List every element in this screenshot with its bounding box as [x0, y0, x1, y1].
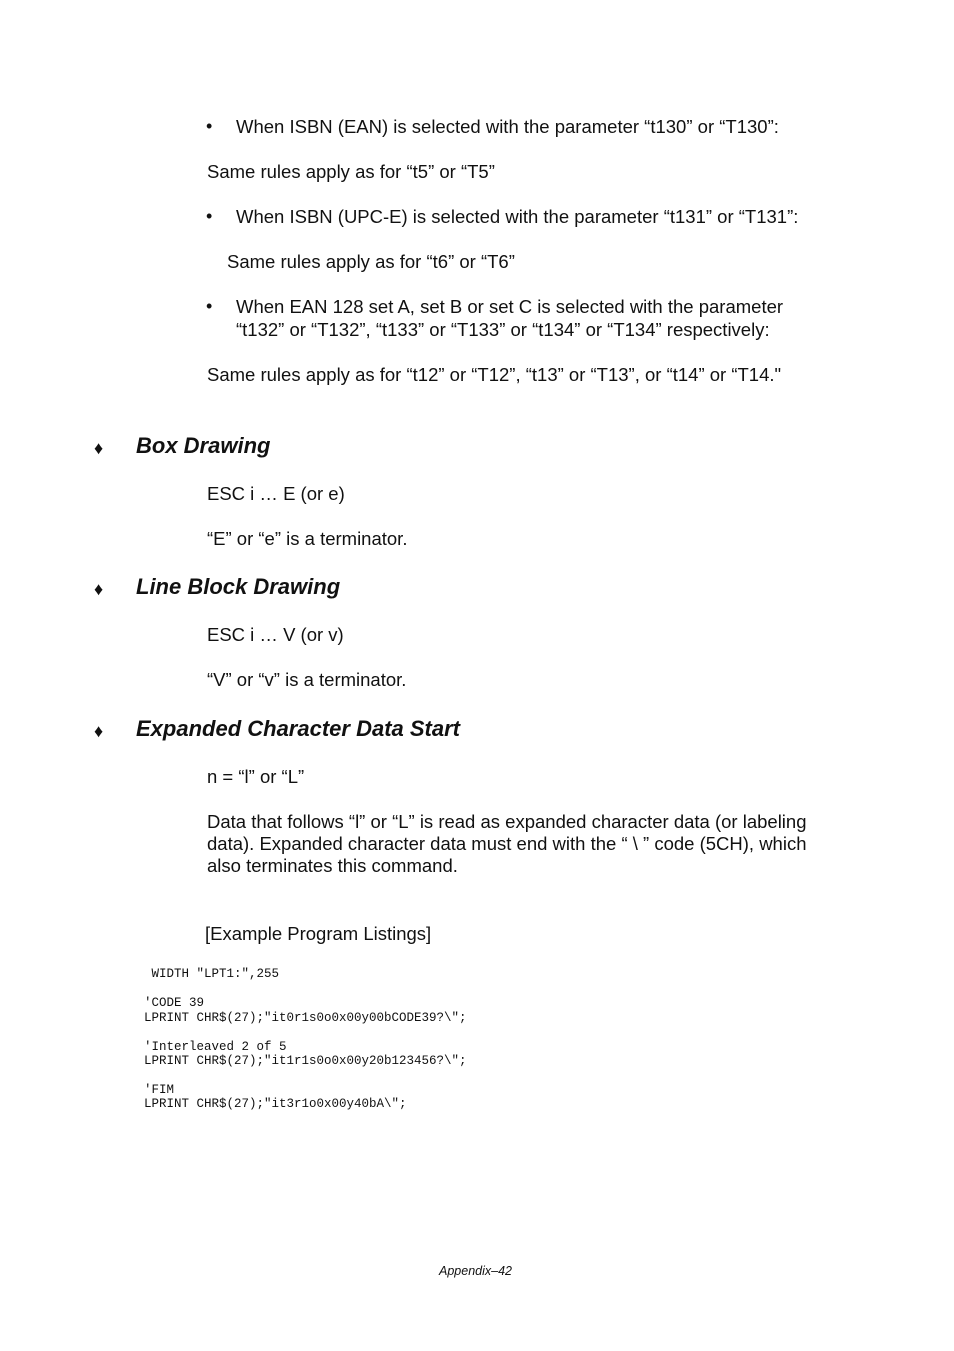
bullet-marker: •	[206, 206, 213, 226]
example-heading: [Example Program Listings]	[205, 923, 432, 944]
expanded-desc-line3: also terminates this command.	[207, 855, 458, 876]
diamond-icon: ♦	[94, 579, 104, 599]
isbn-ean-text: When ISBN (EAN) is selected with the parameter “t130” or “T130”:	[236, 116, 779, 137]
box-drawing-note: “E” or “e” is a terminator.	[207, 528, 408, 549]
line-block-heading: Line Block Drawing	[136, 574, 341, 599]
expanded-desc-line2: data). Expanded character data must end with the “ \ ” code (5CH), which	[207, 833, 807, 854]
expanded-desc-line1: Data that follows “l” or “L” is read as expanded character data (or labeling	[207, 811, 807, 832]
diamond-icon: ♦	[94, 438, 104, 458]
expanded-heading: Expanded Character Data Start	[136, 716, 460, 741]
ean128-rule: Same rules apply as for “t12” or “T12”, “t13” or “T13”, or “t14” or “T14."	[207, 364, 782, 385]
code-line: LPRINT CHR$(27);"it1r1s0o0x00y20b123456?\";	[144, 1054, 467, 1068]
bullet-marker: •	[206, 296, 213, 316]
box-drawing-heading: Box Drawing	[136, 433, 271, 458]
ean128-text-line2: “t132” or “T132”, “t133” or “T133” or “t134” or “T134” respectively:	[236, 319, 770, 340]
code-line: 'FIM	[144, 1083, 175, 1097]
isbn-upce-text: When ISBN (UPC-E) is selected with the parameter “t131” or “T131”:	[236, 206, 799, 227]
page-number: Appendix–42	[439, 1264, 512, 1278]
code-line: 'CODE 39	[144, 996, 205, 1010]
code-line: WIDTH "LPT1:",255	[144, 967, 280, 981]
diamond-icon: ♦	[94, 721, 104, 741]
ean128-text-line1: When EAN 128 set A, set B or set C is selected with the parameter	[236, 296, 784, 317]
code-line: LPRINT CHR$(27);"it3r1o0x00y40bA\";	[144, 1097, 407, 1111]
expanded-param: n = “l” or “L”	[207, 766, 305, 787]
code-line: 'Interleaved 2 of 5	[144, 1040, 287, 1054]
code-line: LPRINT CHR$(27);"it0r1s0o0x00y00bCODE39?\";	[144, 1011, 467, 1025]
bullet-marker: •	[206, 116, 213, 136]
line-block-command: ESC i … V (or v)	[207, 624, 344, 645]
isbn-upce-rule: Same rules apply as for “t6” or “T6”	[227, 251, 515, 272]
line-block-note: “V” or “v” is a terminator.	[207, 669, 407, 690]
box-drawing-command: ESC i … E (or e)	[207, 483, 345, 504]
isbn-ean-rule: Same rules apply as for “t5” or “T5”	[207, 161, 495, 182]
